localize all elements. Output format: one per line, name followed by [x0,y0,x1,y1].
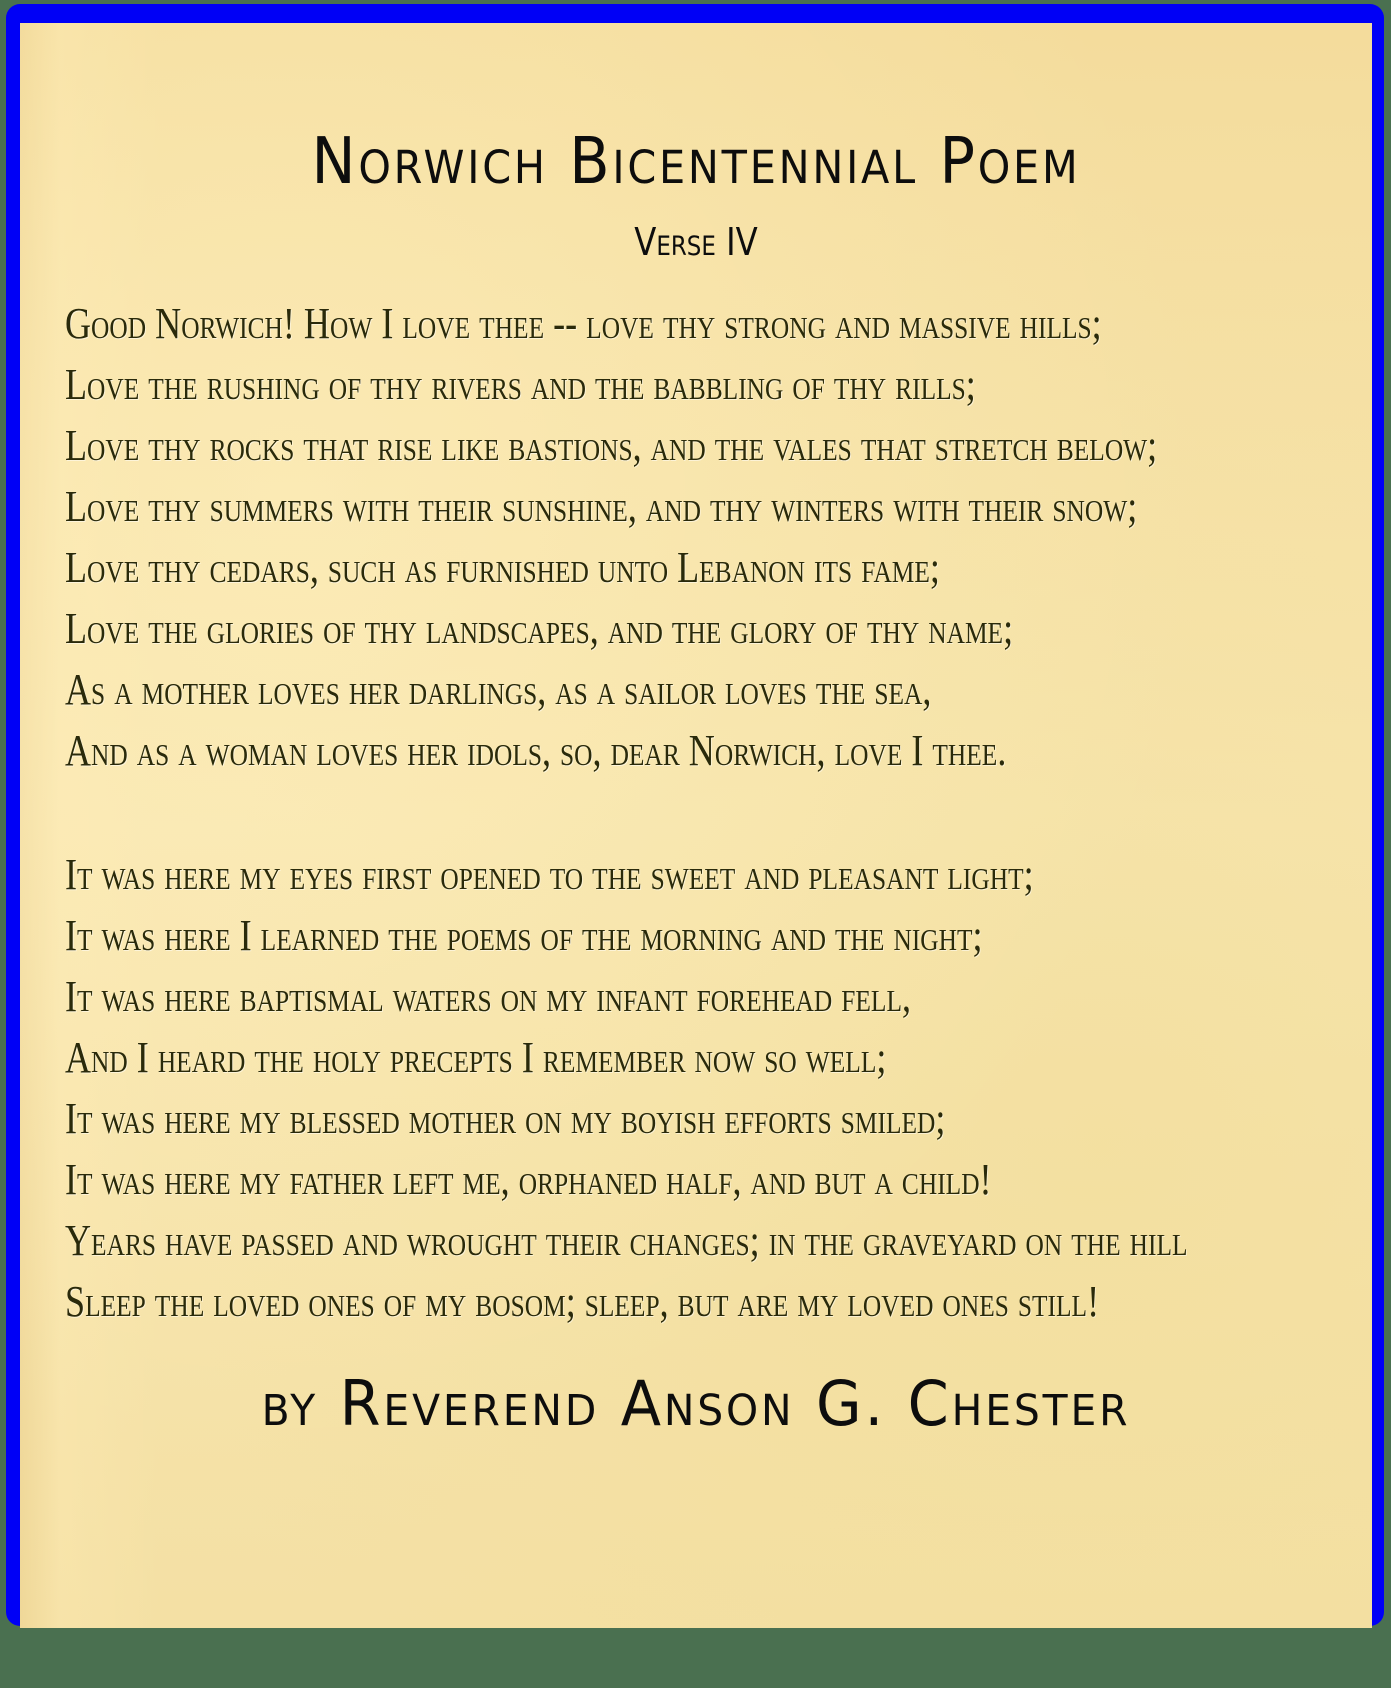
poem-line: Love the rushing of thy rivers and the babbling of thy rills; [65,360,976,409]
stanza-1 [65,293,1385,781]
poem-line: It was here baptismal waters on my infant forehead fell, [65,972,912,1021]
stanza-2 [65,844,1385,1332]
poem-line: As a mother loves her darlings, as a sailor loves the sea, [65,665,932,714]
poem-line: It was here I learned the poems of the morning and the night; [65,911,983,960]
poem-line: It was here my blessed mother on my boyish efforts smiled; [65,1094,946,1143]
poem-line: Years have passed and wrought their changes; in the graveyard on the hill [65,1216,1188,1265]
poem-line: Love thy rocks that rise like bastions, and the vales that stretch below; [65,421,1158,470]
poem-line: It was here my father left me, orphaned half, and but a child! [65,1155,992,1204]
poem-line: Love thy cedars, such as furnished unto Lebanon its fame; [65,543,940,592]
poem-line: And as a woman loves her idols, so, dear Norwich, love I thee. [65,726,1007,775]
poem-line: It was here my eyes first opened to the sweet and pleasant light; [65,850,1034,899]
poem-line: And I heard the holy precepts I remember now so well; [65,1033,887,1082]
verse-subtitle: Verse IV [634,220,758,264]
poem-body [65,293,1385,1332]
parchment-page [20,23,1372,1628]
poem-line: Good Norwich! How I love thee -- love thy strong and massive hills; [65,299,1102,348]
poem-title: Norwich Bicentennial Poem [311,125,1081,199]
author-byline: by Reverend Anson G. Chester [261,1367,1131,1440]
poem-line: Sleep the loved ones of my bosom; sleep, but are my loved ones still! [65,1277,1100,1326]
poem-line: Love thy summers with their sunshine, and thy winters with their snow; [65,482,1138,531]
poem-line: Love the glories of thy landscapes, and the glory of thy name; [65,604,1014,653]
